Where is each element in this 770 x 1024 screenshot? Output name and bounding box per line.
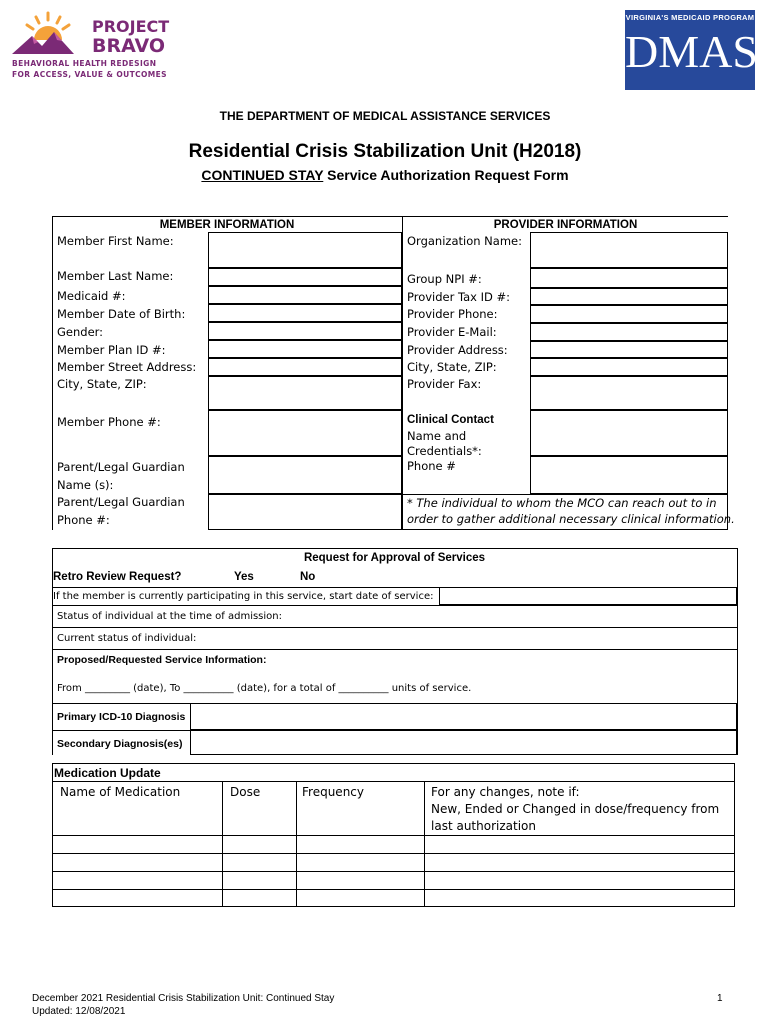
medication-row[interactable] [53, 854, 734, 871]
provider-email-field[interactable] [530, 323, 728, 341]
retro-yes-option[interactable]: Yes [234, 571, 254, 583]
provider-phone-label: Provider Phone: [407, 307, 498, 321]
member-plan-id-label: Member Plan ID #: [57, 343, 166, 357]
guardian-name-label-2: Name (s): [57, 478, 114, 492]
logo-tagline-1: BEHAVIORAL HEALTH REDESIGN [12, 59, 157, 68]
col-change-note-1: For any changes, note if: [431, 785, 580, 799]
col-change-note-3: last authorization [431, 819, 536, 833]
provider-tax-id-field[interactable] [530, 288, 728, 305]
member-last-name-label: Member Last Name: [57, 269, 174, 283]
form-subtitle [0, 166, 770, 184]
gender-field[interactable] [208, 322, 402, 340]
member-dob-label: Member Date of Birth: [57, 307, 186, 321]
logo-bravo-text: BRAVO [92, 35, 166, 57]
medication-row[interactable] [53, 836, 734, 853]
col-change-note-2: New, Ended or Changed in dose/frequency from [431, 802, 720, 816]
dmas-tagline: VIRGINIA'S MEDICAID PROGRAM [625, 13, 755, 22]
guardian-phone-field[interactable] [208, 494, 402, 530]
service-dates-line: From _________ (date), To __________ (date), for a total of __________ units of service. [57, 683, 472, 694]
guardian-name-field[interactable] [208, 456, 402, 494]
member-dob-field[interactable] [208, 304, 402, 322]
secondary-dx-label: Secondary Diagnosis(es) [57, 738, 183, 750]
provider-fax-field[interactable] [530, 376, 728, 410]
member-phone-label: Member Phone #: [57, 415, 161, 429]
dmas-logo [625, 10, 758, 90]
col-medication-name: Name of Medication [60, 785, 181, 799]
clinical-note-line-1: * The individual to whom the MCO can reach out to in [407, 496, 717, 510]
clinical-contact-label: Clinical Contact [407, 414, 494, 426]
provider-city-label: City, State, ZIP: [407, 360, 497, 374]
current-status-label: Current status of individual: [57, 633, 197, 644]
clinical-name-field[interactable] [530, 410, 728, 456]
col-dose: Dose [230, 785, 261, 799]
group-npi-field[interactable] [530, 268, 728, 288]
guardian-phone-label-1: Parent/Legal Guardian [57, 495, 185, 509]
provider-info-heading: PROVIDER INFORMATION [493, 219, 638, 231]
project-bravo-logo [12, 10, 172, 85]
provider-email-label: Provider E-Mail: [407, 325, 497, 339]
member-phone-field[interactable] [208, 410, 402, 456]
guardian-phone-label-2: Phone #: [57, 513, 110, 527]
member-last-name-field[interactable] [208, 268, 402, 286]
footer-line-2: Updated: 12/08/2021 [32, 1006, 126, 1017]
logo-project-text: PROJECT [92, 17, 170, 36]
clinical-phone-field[interactable] [530, 456, 728, 494]
footer-line-1: December 2021 Residential Crisis Stabilization Unit: Continued Stay [32, 993, 335, 1004]
provider-phone-field[interactable] [530, 305, 728, 323]
secondary-dx-field[interactable] [190, 730, 737, 755]
provider-address-field[interactable] [530, 341, 728, 358]
clinical-note-line-2: order to gather additional necessary clinical information. [407, 512, 735, 526]
provider-city-field[interactable] [530, 358, 728, 376]
provider-tax-id-label: Provider Tax ID #: [407, 290, 511, 304]
member-city-label: City, State, ZIP: [57, 377, 147, 391]
member-street-field[interactable] [208, 358, 402, 376]
member-plan-id-field[interactable] [208, 340, 402, 358]
retro-review-label: Retro Review Request? [53, 571, 182, 583]
clinical-name-label-2: Credentials*: [407, 444, 482, 458]
member-first-name-label: Member First Name: [57, 234, 174, 248]
provider-fax-label: Provider Fax: [407, 377, 482, 391]
member-info-heading: MEMBER INFORMATION [159, 219, 295, 231]
guardian-name-label-1: Parent/Legal Guardian [57, 460, 185, 474]
col-frequency: Frequency [302, 785, 364, 799]
status-admission-label: Status of individual at the time of admission: [57, 611, 282, 622]
department-heading: THE DEPARTMENT OF MEDICAL ASSISTANCE SERVICES [219, 109, 551, 123]
retro-no-option[interactable]: No [300, 571, 316, 583]
subtitle-rest: Service Authorization Request Form [323, 167, 569, 183]
primary-dx-field[interactable] [190, 703, 737, 730]
page-number: 1 [717, 993, 723, 1004]
sun-mountain-icon [12, 10, 84, 55]
clinical-phone-label: Phone # [407, 459, 456, 473]
organization-name-label: Organization Name: [407, 234, 522, 248]
group-npi-label: Group NPI #: [407, 272, 482, 286]
medication-row[interactable] [53, 872, 734, 889]
gender-label: Gender: [57, 325, 104, 339]
dmas-wordmark: DMAS [625, 26, 758, 77]
provider-address-label: Provider Address: [407, 343, 508, 357]
subtitle-emphasis: CONTINUED STAY [201, 167, 324, 183]
primary-dx-label: Primary ICD-10 Diagnosis [57, 711, 186, 723]
medication-heading: Medication Update [54, 766, 161, 780]
logo-tagline-2: FOR ACCESS, VALUE & OUTCOMES [12, 70, 167, 79]
organization-name-field[interactable] [530, 232, 728, 268]
member-city-field[interactable] [208, 376, 402, 410]
form-title: Residential Crisis Stabilization Unit (H2018) [188, 141, 582, 162]
proposed-service-label: Proposed/Requested Service Information: [57, 654, 267, 666]
member-first-name-field[interactable] [208, 232, 402, 268]
participating-label: If the member is currently participating in this service, start date of service: [53, 591, 434, 602]
medicaid-field[interactable] [208, 286, 402, 304]
medicaid-label: Medicaid #: [57, 289, 126, 303]
request-heading: Request for Approval of Services [303, 552, 486, 564]
clinical-name-label-1: Name and [407, 429, 467, 443]
medication-row[interactable] [53, 890, 734, 906]
member-street-label: Member Street Address: [57, 360, 197, 374]
start-date-field[interactable] [439, 587, 737, 605]
